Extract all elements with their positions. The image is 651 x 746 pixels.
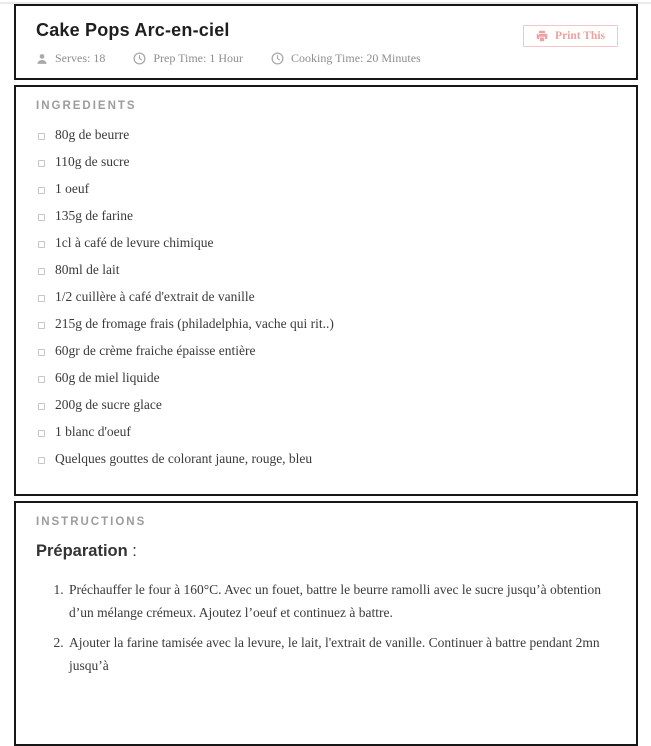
ingredient-row [36, 451, 616, 467]
ingredient-row [36, 127, 616, 143]
print-this-button[interactable] [523, 25, 618, 47]
ingredient-checkbox[interactable] [38, 430, 45, 437]
recipe-meta-row [36, 51, 421, 66]
ingredient-checkbox[interactable] [38, 160, 45, 167]
meta-label: Serves: 18 [55, 51, 106, 65]
ingredient-label: 80g de beurre [55, 127, 130, 142]
ingredients-heading: INGREDIENTS [36, 100, 137, 112]
meta-item [133, 51, 243, 66]
ingredient-label: 1 blanc d'oeuf [55, 424, 131, 439]
ingredient-row [36, 424, 616, 440]
ingredient-checkbox[interactable] [38, 376, 45, 383]
ingredient-row [36, 397, 616, 413]
preparation-subheading-text: Préparation [36, 542, 128, 560]
meta-item [271, 51, 421, 66]
ingredient-label: 60gr de crème fraiche épaisse entière [55, 343, 256, 358]
ingredient-row [36, 316, 616, 332]
ingredient-checkbox[interactable] [38, 133, 45, 140]
printer-icon [536, 30, 548, 42]
ingredient-checkbox[interactable] [38, 322, 45, 329]
ingredient-checkbox[interactable] [38, 403, 45, 410]
clock-icon [133, 52, 146, 65]
instructions-card [14, 501, 638, 746]
instruction-step: 2. Ajouter la farine tamisée avec la levure, le lait, l'extrait de vanille. Continuer à battre pendant 2mn jusqu’à [67, 631, 616, 677]
recipe-header-left [36, 18, 421, 66]
ingredient-row [36, 289, 616, 305]
ingredient-row [36, 208, 616, 224]
preparation-subheading [36, 542, 616, 561]
ingredient-row [36, 154, 616, 170]
ingredients-list [36, 127, 616, 467]
ingredient-row [36, 262, 616, 278]
ingredient-label: 1 oeuf [55, 181, 90, 196]
ingredient-checkbox[interactable] [38, 295, 45, 302]
ingredient-checkbox[interactable] [38, 241, 45, 248]
ingredient-checkbox[interactable] [38, 268, 45, 275]
ingredient-checkbox[interactable] [38, 457, 45, 464]
ingredient-checkbox[interactable] [38, 187, 45, 194]
ingredient-label: 1/2 cuillère à café d'extrait de vanille [55, 289, 255, 304]
ingredient-row [36, 343, 616, 359]
ingredient-row [36, 370, 616, 386]
instruction-step: 1. Préchauffer le four à 160°C. Avec un fouet, battre le beurre ramolli avec le sucre jusqu’à obtention d’un mélange crémeux. Ajoutez l’oeuf et continuez à battre. [67, 578, 616, 624]
recipe-header-card [14, 4, 638, 80]
ingredient-label: 60g de miel liquide [55, 370, 160, 385]
ingredients-card [14, 85, 638, 496]
person-icon [36, 53, 48, 65]
ingredient-label: 110g de sucre [55, 154, 130, 169]
ingredient-checkbox[interactable] [38, 214, 45, 221]
ingredient-label: 215g de fromage frais (philadelphia, vache qui rit..) [55, 316, 334, 331]
meta-label: Prep Time: 1 Hour [153, 51, 244, 65]
print-this-label: Print This [555, 30, 605, 42]
meta-label: Cooking Time: 20 Minutes [291, 51, 421, 65]
ingredient-row [36, 181, 616, 197]
ingredient-label: 135g de farine [55, 208, 133, 223]
instructions-heading: INSTRUCTIONS [36, 516, 147, 528]
ingredient-label: Quelques gouttes de colorant jaune, rouge, bleu [55, 451, 313, 466]
ingredient-checkbox[interactable] [38, 349, 45, 356]
ingredient-label: 80ml de lait [55, 262, 120, 277]
instruction-steps-list [36, 578, 616, 677]
ingredient-label: 1cl à café de levure chimique [55, 235, 214, 250]
preparation-subheading-colon: : [127, 542, 137, 560]
meta-item [36, 51, 105, 66]
ingredient-label: 200g de sucre glace [55, 397, 162, 412]
clock-icon [271, 52, 284, 65]
ingredient-row [36, 235, 616, 251]
recipe-title: Cake Pops Arc-en-ciel [36, 20, 230, 40]
